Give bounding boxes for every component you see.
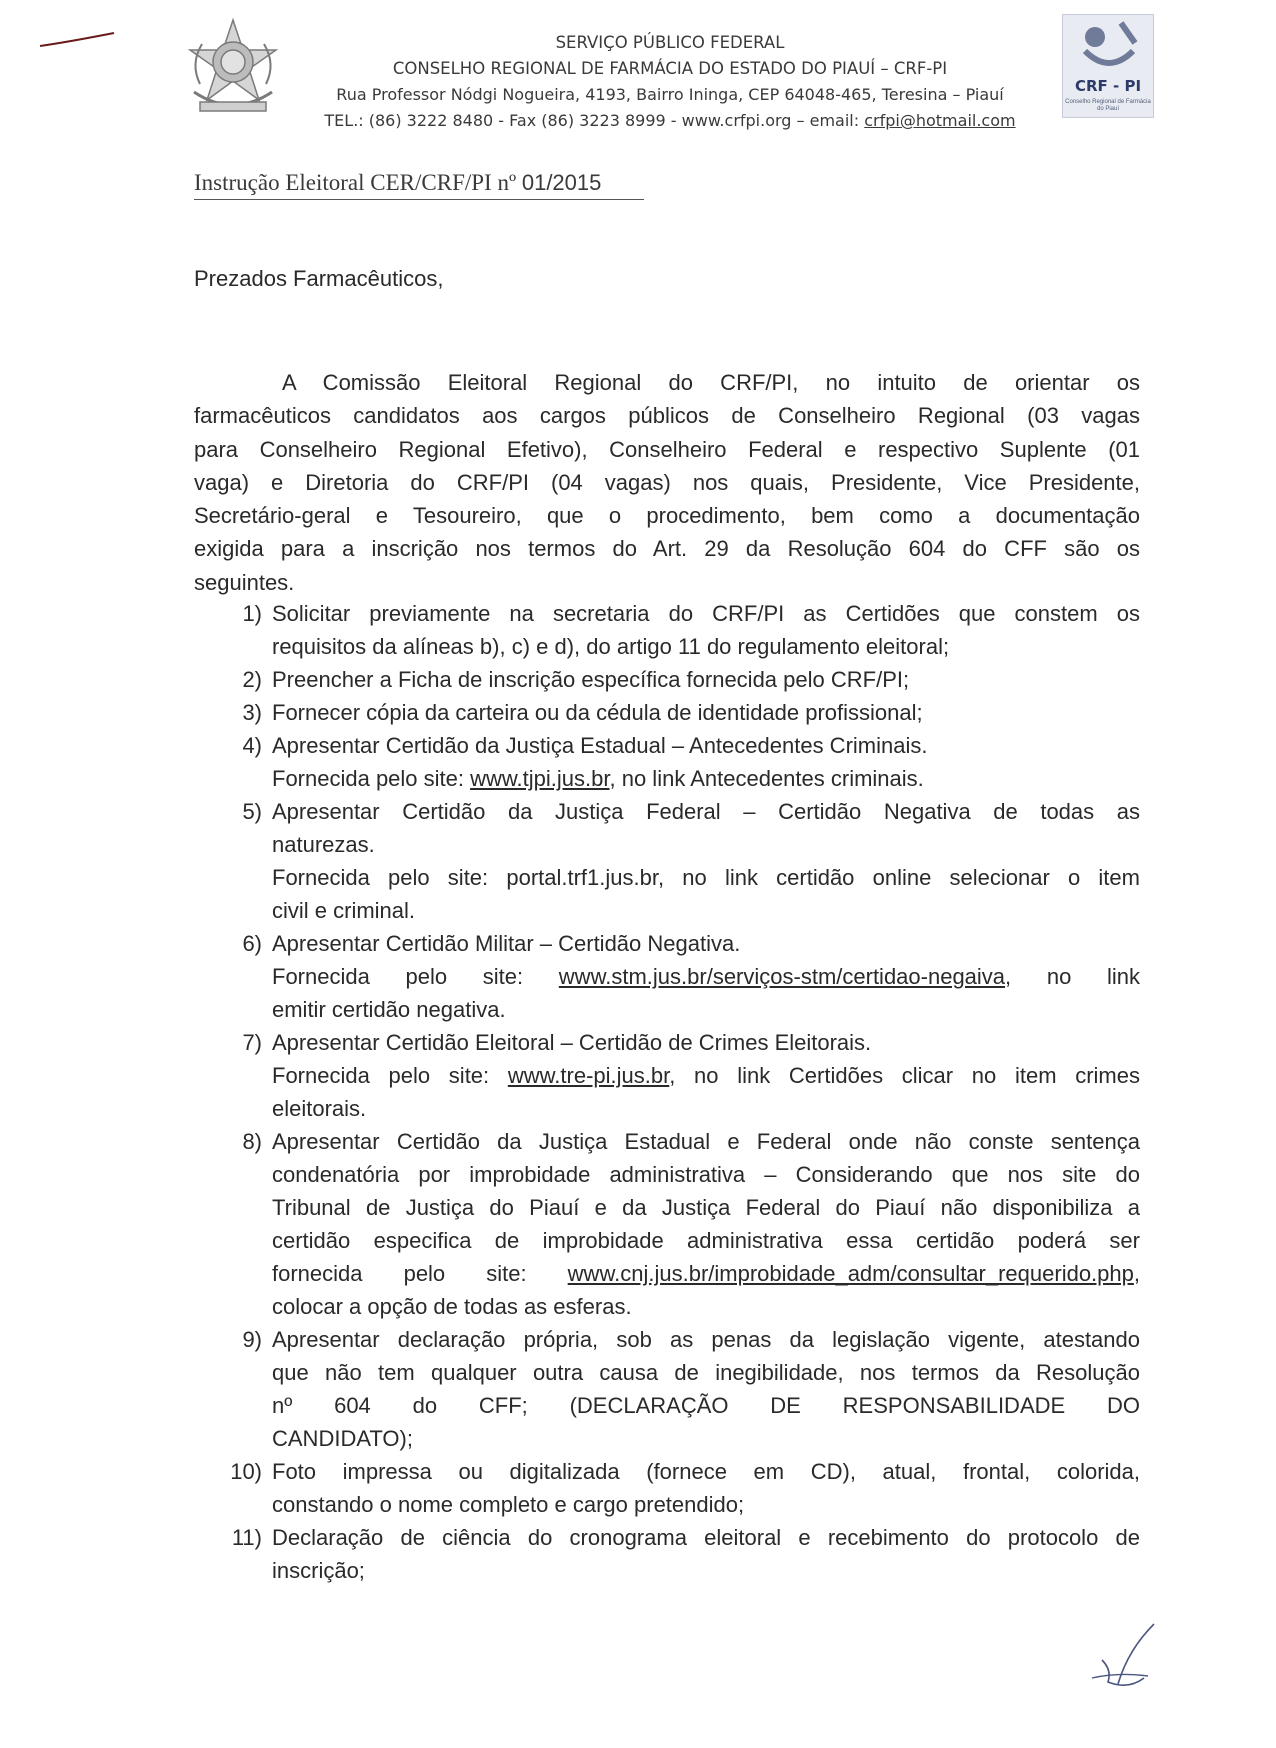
letterhead-address: Rua Professor Nódgi Nogueira, 4193, Bairro Ininga, CEP 64048-465, Teresina – Piauí: [336, 85, 1004, 104]
intro-line: [194, 399, 1140, 432]
url-link[interactable]: www.stm.jus.br/serviços-stm/certidao-negaiva: [558, 964, 1006, 989]
list-item-line: Fornecer cópia da carteira ou da cédula de identidade profissional;: [272, 700, 923, 725]
list-item-line: Declaração de ciência do cronograma eleitoral e recebimento do protocolo de: [272, 1525, 1140, 1550]
list-item-line: Apresentar declaração própria, sob as penas da legislação vigente, atestando: [272, 1327, 1140, 1352]
link-suffix: ,: [1133, 1261, 1140, 1286]
list-item-line: Preencher a Ficha de inscrição específica fornecida pelo CRF/PI;: [272, 667, 910, 692]
intro-line: [194, 499, 1140, 532]
list-item-link-line: [272, 762, 1140, 795]
list-item-body: [264, 927, 1140, 1026]
intro-line-text: Secretário-geral e Tesoureiro, que o procedimento, bem como a documentação: [194, 503, 1140, 529]
list-item-number: 10): [230, 1459, 262, 1484]
list-item-link-line: [272, 1257, 1140, 1290]
requirements-list: [194, 597, 1140, 1587]
salutation: Prezados Farmacêuticos,: [194, 266, 444, 291]
list-item-line: requisitos da alíneas b), c) e d), do artigo 11 do regulamento eleitoral;: [272, 634, 950, 659]
intro-line: [194, 566, 1140, 599]
document-title-prefix: Instrução Eleitoral CER/CRF/PI nº: [194, 170, 522, 195]
list-item-line: Solicitar previamente na secretaria do CRF/PI as Certidões que constem os: [272, 601, 1140, 626]
intro-line-text: A Comissão Eleitoral Regional do CRF/PI, no intuito de orientar os: [282, 370, 1140, 395]
list-item-number: 3): [242, 700, 262, 725]
url-link[interactable]: www.cnj.jus.br/improbidade_adm/consultar_requerido.php: [567, 1261, 1134, 1286]
intro-paragraph: [194, 366, 1140, 599]
intro-line: [194, 532, 1140, 565]
crf-logo-subtitle: Conselho Regional de Farmácia do Piauí: [1065, 99, 1151, 112]
link-prefix: fornecida pelo site:: [272, 1261, 568, 1286]
list-item: [194, 729, 1140, 795]
letterhead-council: CONSELHO REGIONAL DE FARMÁCIA DO ESTADO DO PIAUÍ – CRF-PI: [392, 59, 948, 78]
list-item-number: 11): [231, 1525, 262, 1550]
link-suffix: , no link Antecedentes criminais.: [609, 766, 924, 791]
list-item-line: que não tem qualquer outra causa de inegibilidade, nos termos da Resolução: [272, 1360, 1140, 1385]
handwritten-signature: [1088, 1620, 1158, 1696]
list-item-line: eleitorais.: [272, 1096, 367, 1121]
pen-stroke-mark: [38, 30, 118, 50]
list-item-number: 9): [242, 1327, 262, 1352]
url-link[interactable]: www.tre-pi.jus.br: [507, 1063, 670, 1088]
list-item-line: colocar a opção de todas as esferas.: [272, 1294, 632, 1319]
list-item-body: [264, 1455, 1140, 1521]
link-prefix: Fornecida pelo site:: [272, 1063, 508, 1088]
list-item-line: inscrição;: [272, 1558, 365, 1583]
list-item: [194, 1521, 1140, 1587]
link-suffix: , no link Certidões clicar no item crimes: [669, 1063, 1140, 1088]
list-item-line: Foto impressa ou digitalizada (fornece em CD), atual, frontal, colorida,: [272, 1459, 1140, 1484]
crf-pi-logo: [1062, 14, 1154, 118]
list-item-line: nº 604 do CFF; (DECLARAÇÃO DE RESPONSABILIDADE DO: [272, 1393, 1140, 1418]
intro-line-text: exigida para a inscrição nos termos do Art. 29 da Resolução 604 do CFF são os: [194, 536, 1140, 562]
list-item: [194, 597, 1140, 663]
list-item-body: [264, 597, 1140, 663]
list-item-body: [264, 1125, 1140, 1323]
list-item-link-line: [272, 1059, 1140, 1092]
intro-line-text: farmacêuticos candidatos aos cargos públicos de Conselheiro Regional (03 vagas: [194, 403, 1140, 429]
list-item-line: emitir certidão negativa.: [272, 997, 506, 1022]
title-underline: [194, 199, 644, 200]
list-item-link-line: [272, 960, 1140, 993]
intro-line-text: para Conselheiro Regional Efetivo), Conselheiro Federal e respectivo Suplente (01: [194, 436, 1140, 462]
list-item-line: Fornecida pelo site: portal.trf1.jus.br, no link certidão online selecionar o item: [272, 865, 1140, 890]
list-item: [194, 1026, 1140, 1125]
list-item-body: [264, 1521, 1140, 1587]
list-item-body: [264, 729, 1140, 795]
list-item-body: [264, 696, 1140, 729]
list-item-line: naturezas.: [272, 832, 375, 857]
list-item: [194, 1455, 1140, 1521]
intro-line: [194, 466, 1140, 499]
list-item: [194, 927, 1140, 1026]
url-link[interactable]: www.tjpi.jus.br: [470, 766, 610, 791]
list-item-line: Apresentar Certidão da Justiça Estadual e Federal onde não conste sentença: [272, 1129, 1140, 1154]
list-item-line: CANDIDATO);: [272, 1426, 413, 1451]
intro-line-text: seguintes.: [194, 569, 295, 595]
document-title-number: 01/2015: [521, 170, 602, 195]
intro-line: [194, 366, 1140, 399]
list-item-line: Apresentar Certidão Eleitoral – Certidão de Crimes Eleitorais.: [272, 1030, 872, 1055]
crf-logo-emblem-icon: [1063, 15, 1155, 77]
list-item-line: civil e criminal.: [272, 898, 416, 923]
letterhead: [290, 30, 1050, 134]
list-item-line: constando o nome completo e cargo pretendido;: [272, 1492, 745, 1517]
intro-line-text: vaga) e Diretoria do CRF/PI (04 vagas) nos quais, Presidente, Vice Presidente,: [194, 469, 1140, 495]
list-item: [194, 696, 1140, 729]
list-item-number: 4): [242, 733, 262, 758]
list-item-body: [264, 795, 1140, 927]
letterhead-phone-site: TEL.: (86) 3222 8480 - Fax (86) 3223 8999 - www.crfpi.org – email:: [324, 111, 865, 130]
link-prefix: Fornecida pelo site:: [272, 766, 471, 791]
list-item: [194, 795, 1140, 927]
list-item-body: [264, 1323, 1140, 1455]
list-item-number: 5): [242, 799, 262, 824]
list-item-line: Apresentar Certidão da Justiça Federal – Certidão Negativa de todas as: [272, 799, 1140, 824]
list-item-body: [264, 1026, 1140, 1125]
list-item-line: Apresentar Certidão Militar – Certidão Negativa.: [272, 931, 741, 956]
intro-line: [194, 433, 1140, 466]
list-item-line: condenatória por improbidade administrativa – Considerando que nos site do: [272, 1162, 1140, 1187]
letterhead-email[interactable]: crfpi@hotmail.com: [864, 111, 1016, 130]
link-prefix: Fornecida pelo site:: [272, 964, 559, 989]
list-item-number: 8): [242, 1129, 262, 1154]
list-item-number: 7): [242, 1030, 262, 1055]
list-item-body: [264, 663, 1140, 696]
list-item: [194, 1323, 1140, 1455]
list-item-number: 6): [242, 931, 262, 956]
document-title: [194, 170, 601, 196]
crf-logo-code: CRF - PI: [1074, 77, 1142, 95]
list-item-number: 1): [242, 601, 262, 626]
list-item-line: Apresentar Certidão da Justiça Estadual – Antecedentes Criminais.: [272, 733, 928, 758]
list-item-line: Tribunal de Justiça do Piauí e da Justiça Federal do Piauí não disponibiliza a: [272, 1195, 1140, 1220]
letterhead-service: SERVIÇO PÚBLICO FEDERAL: [555, 33, 785, 52]
list-item: [194, 663, 1140, 696]
brazil-coat-of-arms-icon: [180, 14, 286, 120]
list-item-line: certidão especifica de improbidade administrativa essa certidão poderá ser: [272, 1228, 1140, 1253]
letterhead-contact: [290, 108, 1050, 134]
list-item-number: 2): [242, 667, 262, 692]
link-suffix: , no link: [1005, 964, 1140, 989]
list-item: [194, 1125, 1140, 1323]
